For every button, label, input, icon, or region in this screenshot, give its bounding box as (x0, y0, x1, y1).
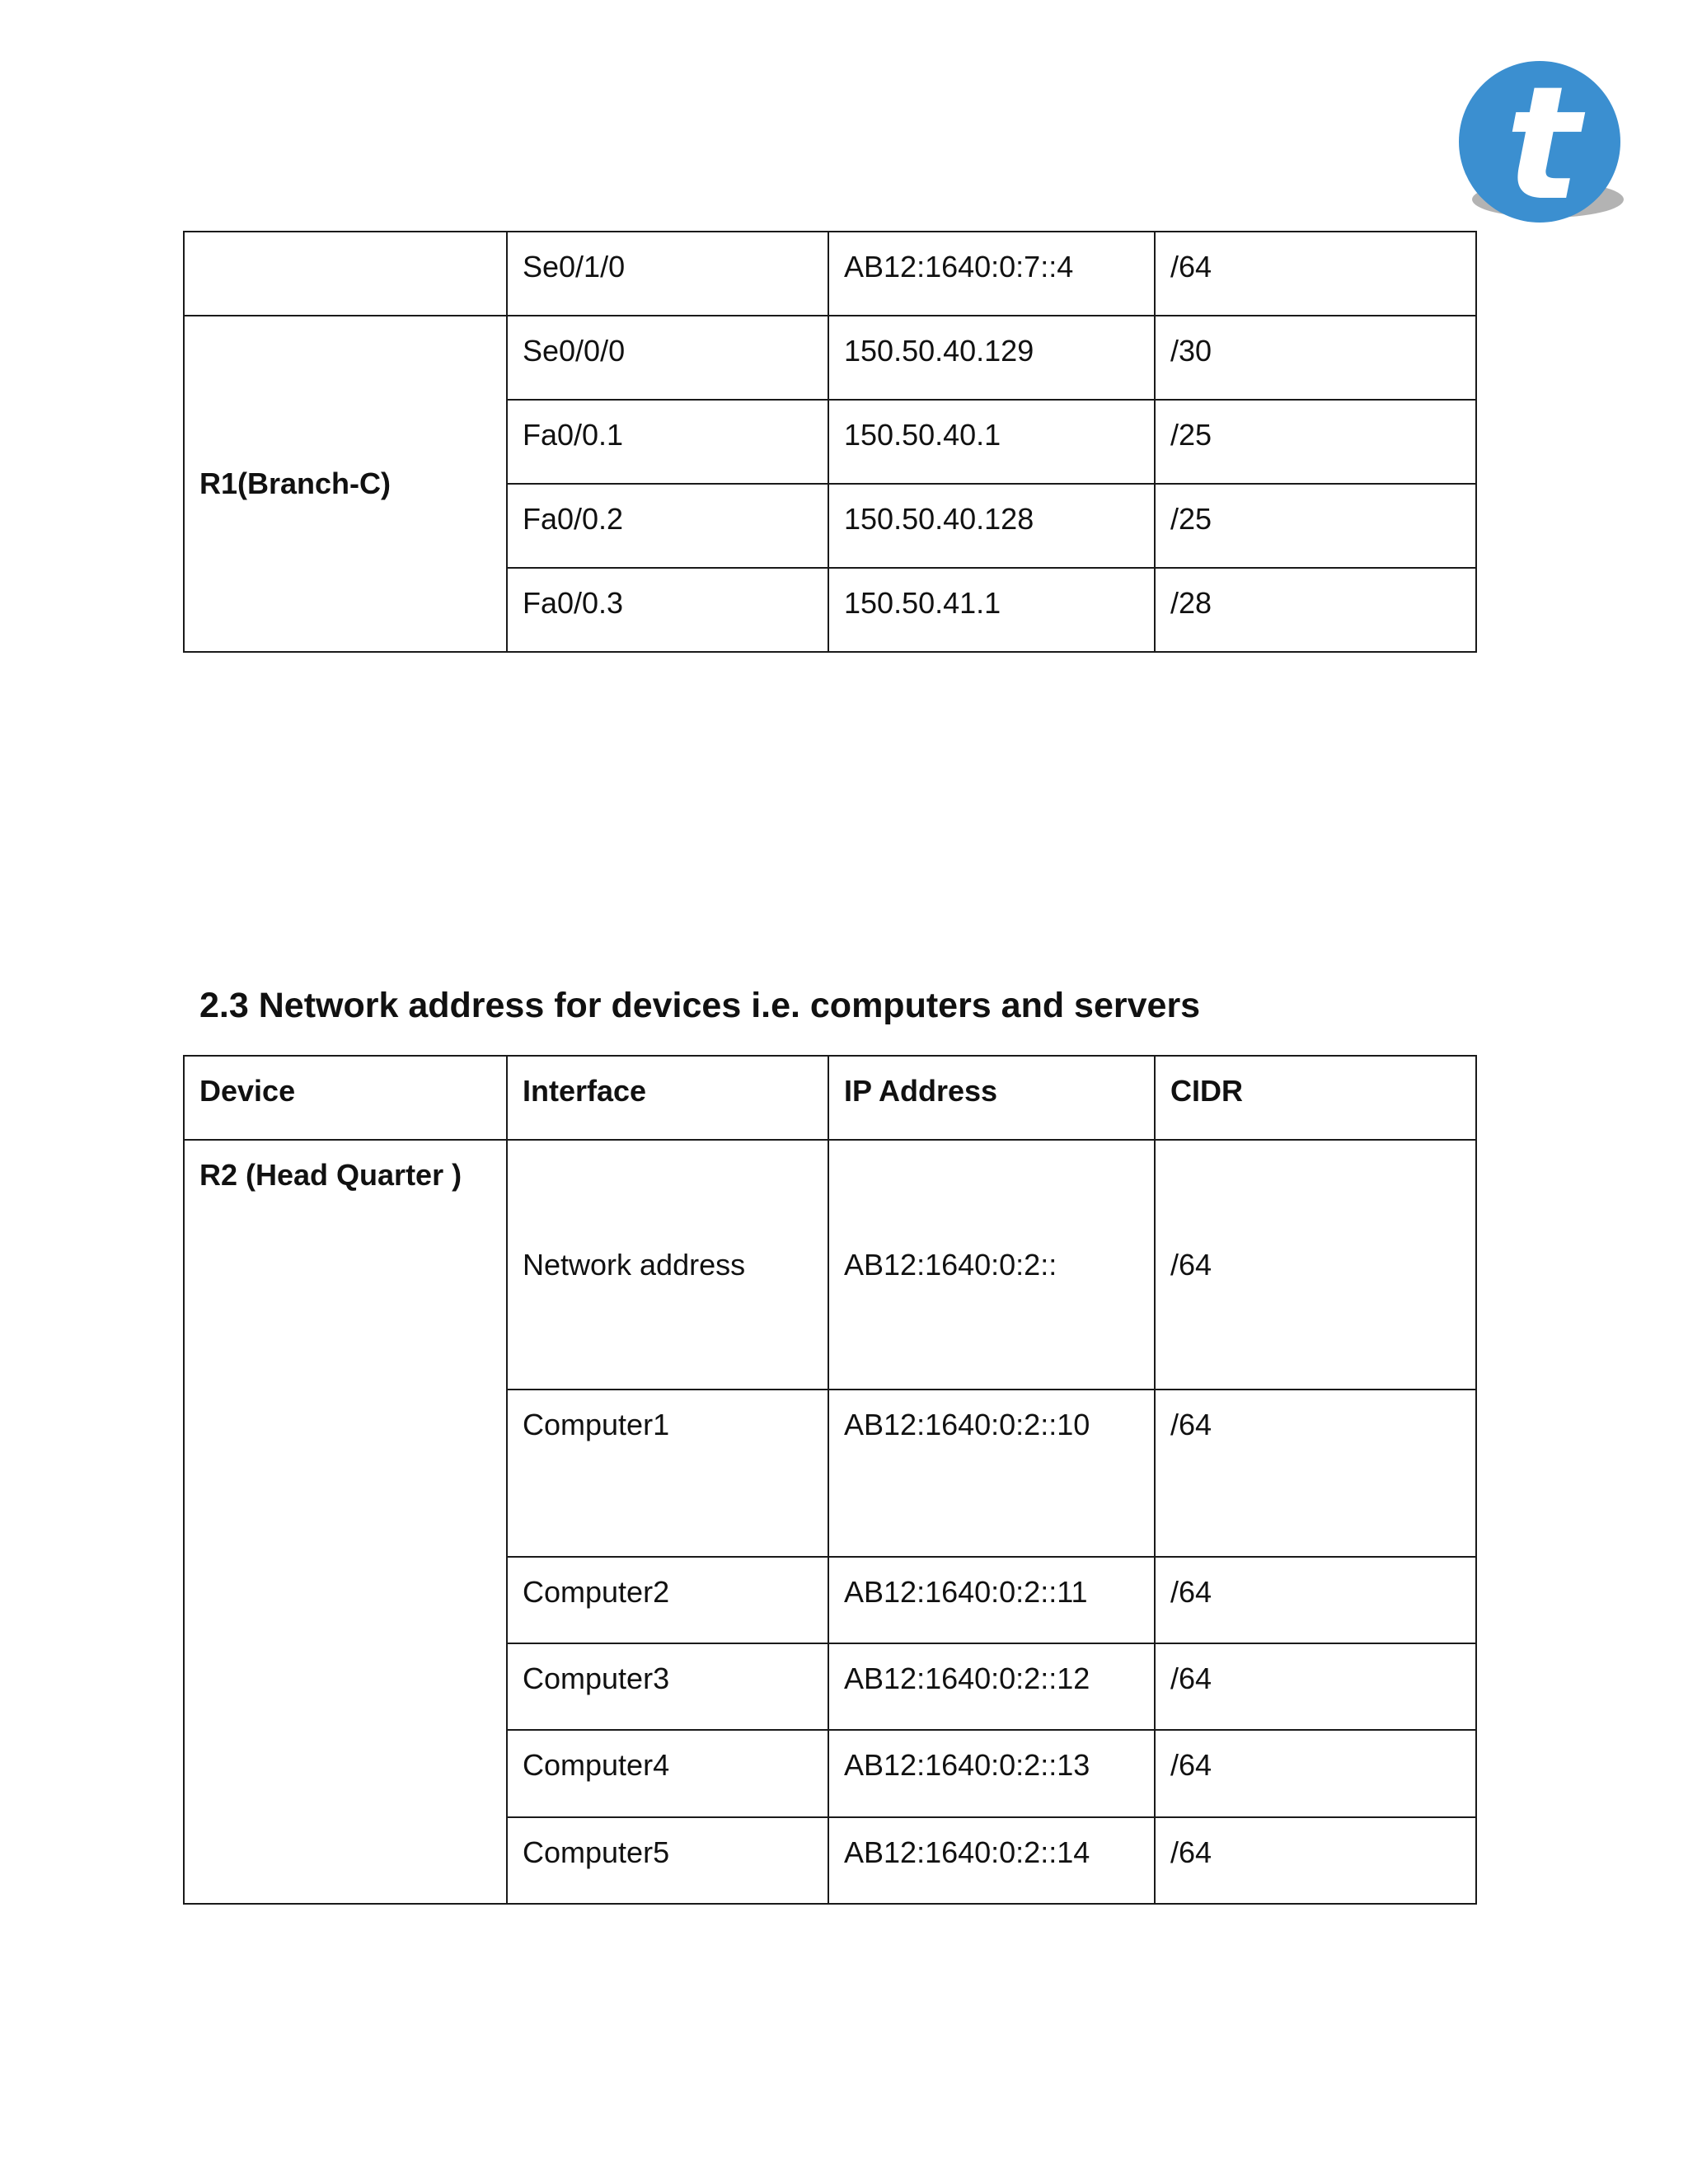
table-row (184, 232, 1476, 316)
interface-cell: Se0/0/0 (507, 316, 828, 400)
table-row (184, 1140, 1476, 1390)
ip-address-cell: AB12:1640:0:2::10 (828, 1390, 1155, 1557)
ip-address-cell: 150.50.40.1 (828, 400, 1155, 484)
logo-letter: t (1505, 59, 1581, 232)
header-device: Device (184, 1056, 507, 1140)
cidr-cell: /64 (1155, 1140, 1476, 1390)
interface-cell: Computer4 (507, 1730, 828, 1817)
ip-address-cell: AB12:1640:0:7::4 (828, 232, 1155, 316)
cidr-cell: /64 (1155, 232, 1476, 316)
ip-address-cell: 150.50.40.129 (828, 316, 1155, 400)
header-cidr: CIDR (1155, 1056, 1476, 1140)
interface-cell: Fa0/0.1 (507, 400, 828, 484)
device-cell: R1(Branch-C) (184, 316, 507, 652)
cidr-cell: /30 (1155, 316, 1476, 400)
interface-cell: Fa0/0.3 (507, 568, 828, 652)
interface-table-continued (183, 231, 1477, 653)
ip-address-cell: AB12:1640:0:2::14 (828, 1817, 1155, 1904)
ip-address-cell: 150.50.41.1 (828, 568, 1155, 652)
interface-cell: Se0/1/0 (507, 232, 828, 316)
interface-cell: Network address (507, 1140, 828, 1390)
ip-address-cell: 150.50.40.128 (828, 484, 1155, 568)
cidr-cell: /25 (1155, 400, 1476, 484)
ip-address-cell: AB12:1640:0:2::12 (828, 1643, 1155, 1730)
cidr-cell: /25 (1155, 484, 1476, 568)
device-cell (184, 232, 507, 316)
interface-cell: Computer2 (507, 1557, 828, 1643)
table-row (184, 316, 1476, 400)
ip-address-cell: AB12:1640:0:2::13 (828, 1730, 1155, 1817)
header-ip-address: IP Address (828, 1056, 1155, 1140)
cidr-cell: /64 (1155, 1817, 1476, 1904)
cidr-cell: /64 (1155, 1730, 1476, 1817)
device-cell: R2 (Head Quarter ) (184, 1140, 507, 1904)
ip-address-cell: AB12:1640:0:2:: (828, 1140, 1155, 1390)
section-heading: 2.3 Network address for devices i.e. computers and servers (199, 986, 1201, 1025)
ip-address-cell: AB12:1640:0:2::11 (828, 1557, 1155, 1643)
interface-cell: Computer1 (507, 1390, 828, 1557)
cidr-cell: /64 (1155, 1390, 1476, 1557)
interface-cell: Computer5 (507, 1817, 828, 1904)
table-header-row (184, 1056, 1476, 1140)
cidr-cell: /64 (1155, 1557, 1476, 1643)
cidr-cell: /64 (1155, 1643, 1476, 1730)
cidr-cell: /28 (1155, 568, 1476, 652)
logo-badge (1459, 59, 1627, 232)
header-interface: Interface (507, 1056, 828, 1140)
interface-cell: Fa0/0.2 (507, 484, 828, 568)
device-address-table (183, 1055, 1477, 1905)
interface-cell: Computer3 (507, 1643, 828, 1730)
